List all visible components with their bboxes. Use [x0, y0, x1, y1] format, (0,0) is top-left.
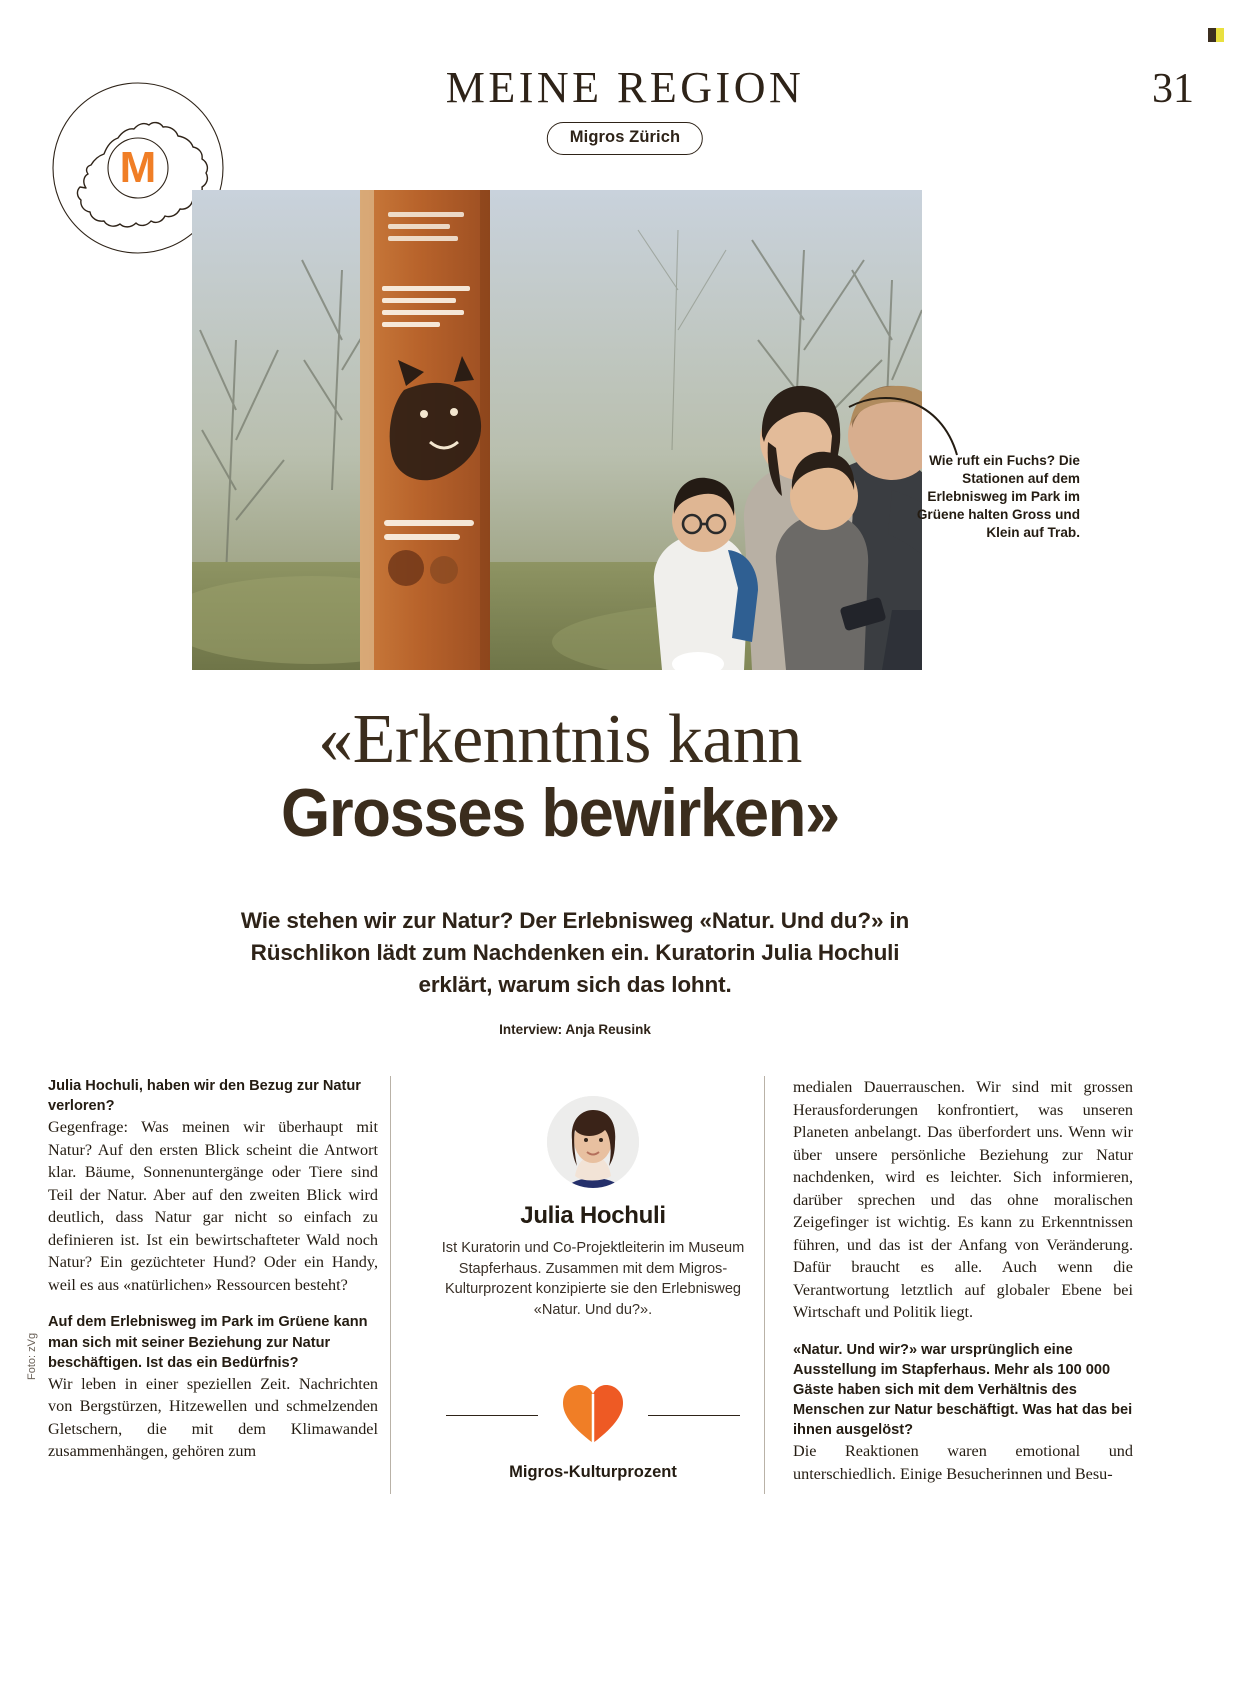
author-portrait: [547, 1096, 639, 1188]
interview-answer: medialen Dauerrauschen. Wir sind mit grossen Herausforderungen konfrontiert, was unseren Planeten anbelangt. Das überfordert uns. Wenn wir über unsere persönliche Beziehung zur Natur nachdenken, wird es leichter. Sich informieren, darüber sprechen und das ohne moralischen Zeigefinger ist wichtig. Es kann zu Erkenntnissen führen, und das ist der Anfang von Veränderung. Dafür braucht es alle. Auch wenn die Verantwortung letztlich auf globaler Ebene bei Wirtschaft und Politik liegt.: [793, 1078, 1133, 1322]
logo-letter-m: M: [119, 143, 157, 192]
headline-line-1: «Erkenntnis kann: [318, 701, 802, 778]
author-name: Julia Hochuli: [520, 1202, 666, 1229]
article-lead: Wie stehen wir zur Natur? Der Erlebnisweg «Natur. Und du?» in Rüschlikon lädt zum Nachdenken ein. Kuratorin Julia Hochuli erklärt, warum sich das lohnt.: [240, 908, 910, 997]
interview-question: Julia Hochuli, haben wir den Bezug zur Natur verloren?: [48, 1078, 361, 1115]
text-column-left: [48, 1076, 378, 1496]
page-number: 31: [1152, 66, 1194, 112]
interview-question: Auf dem Erlebnisweg im Park im Grüene kann man sich mit seiner Beziehung zur Natur beschäftigen. Ist das ein Bedürfnis?: [48, 1314, 368, 1371]
interview-question: «Natur. Und wir?» war ursprünglich eine Ausstellung im Stapferhaus. Mehr als 100 000 Gäste haben sich mit dem Verhältnis des Menschen zur Natur beschäftigt. Was hat das bei ihnen ausgelöst?: [793, 1341, 1133, 1439]
section-kicker: MEINE REGION: [445, 63, 805, 112]
registration-mark: [1208, 28, 1224, 42]
interview-answer: Gegenfrage: Was meinen wir überhaupt mit Natur? Auf den ersten Blick scheint die Antwort klar. Bäume, Sonnenuntergänge oder Tiere sind Teil der Natur. Aber auf den zweiten Blick wird deutlich, dass Natur gar nicht so einfach zu definieren ist. Ist ein bewirtschafteter Wald noch Natur? Ein gezüchteter Hund? Oder ein Handy, weil es aus «natürlichen» Ressourcen besteht?: [48, 1118, 378, 1294]
interview-answer: Wir leben in einer speziellen Zeit. Nachrichten von Bergstürzen, Hitzewellen und schmelzenden Gletschern, die mit dem Klimawandel zusammenhängen, gehören zum: [48, 1374, 378, 1461]
photo-credit: Foto: zVg: [26, 1332, 38, 1380]
author-bio: Ist Kuratorin und Co-Projektleiterin im Museum Stapferhaus. Zusammen mit dem Migros-Kulturprozent konzipierte sie den Erlebnisweg «Natur. Und du?».: [441, 1240, 745, 1319]
article-columns: [48, 1076, 1203, 1496]
region-badge: Migros Zürich: [547, 122, 703, 155]
kulturprozent-label: Migros-Kulturprozent: [509, 1463, 677, 1481]
article-byline: Interview: Anja Reusink: [499, 1022, 651, 1037]
author-column: [428, 1076, 758, 1496]
column-divider-right: [764, 1076, 765, 1494]
headline-line-2: Grosses bewirken»: [281, 775, 839, 851]
text-column-right: [793, 1076, 1133, 1496]
kulturprozent-heart-icon: [557, 1379, 629, 1451]
kulturprozent-block: [428, 1371, 758, 1491]
interview-answer: Die Reaktionen waren emotional und unterschiedlich. Einige Besucherinnen und Besu-: [793, 1442, 1133, 1483]
hero-photo: [192, 190, 922, 670]
page-header: [0, 62, 1250, 172]
column-divider-left: [390, 1076, 391, 1494]
article-headline: [120, 701, 1000, 851]
hero-caption: Wie ruft ein Fuchs? Die Stationen auf dem Erlebnisweg im Park im Grüene halten Gross und Klein auf Trab.: [916, 453, 1080, 540]
